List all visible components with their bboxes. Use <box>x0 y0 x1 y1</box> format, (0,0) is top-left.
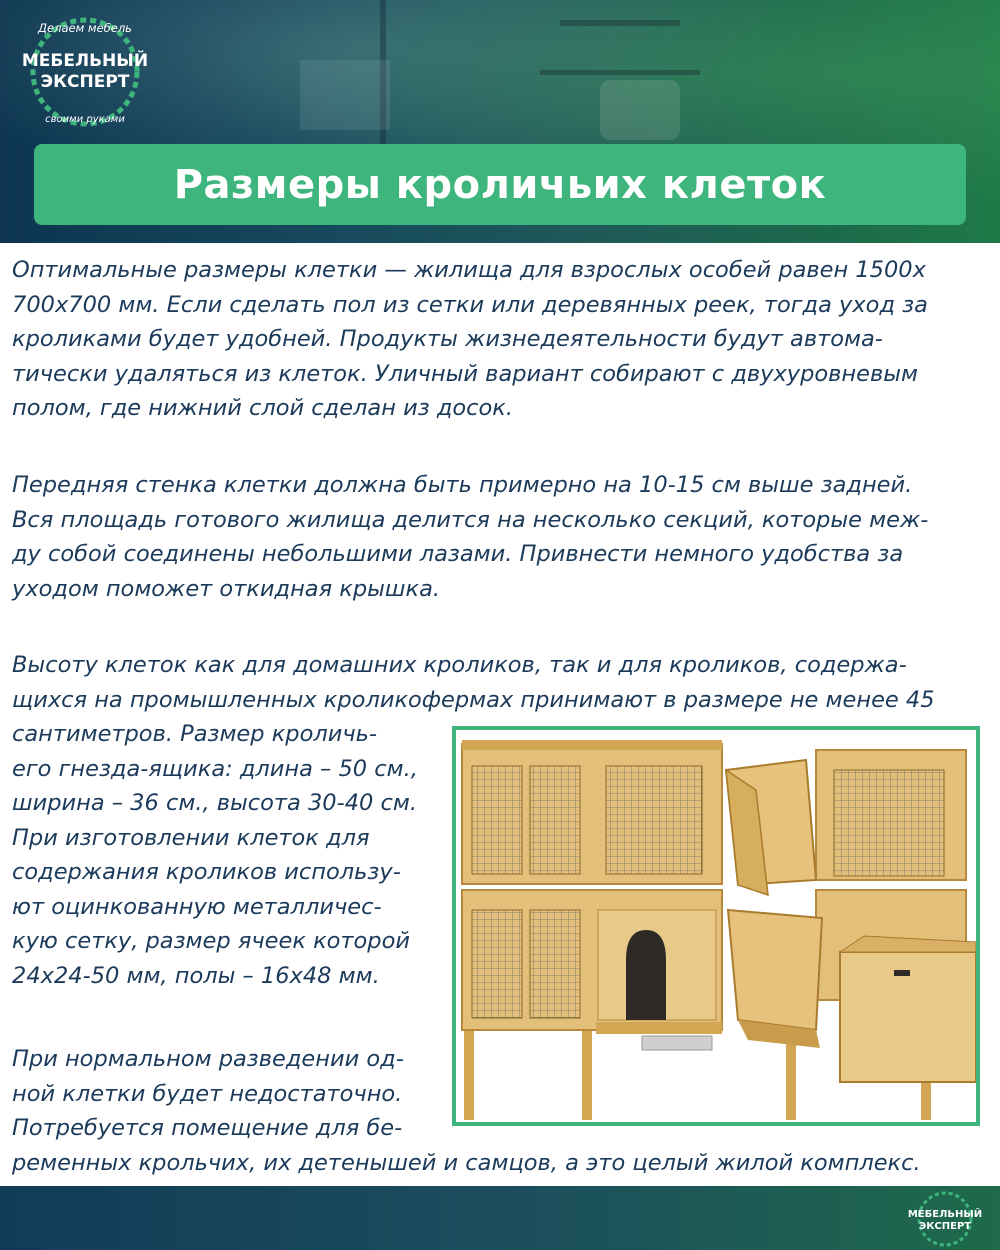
brand-name-line2: ЭКСПЕРТ <box>40 72 130 92</box>
footer-brand-line2: ЭКСПЕРТ <box>918 1221 972 1232</box>
rabbit-cage-image <box>452 726 980 1126</box>
footer-banner <box>0 1186 1000 1250</box>
paragraph-2 <box>12 468 928 606</box>
brand-name-line1: МЕБЕЛЬНЫЙ <box>21 51 149 71</box>
text-line: ной клетки будет недостаточно. <box>12 1080 403 1107</box>
text-line: 700х700 мм. Если сделать пол из сетки или деревянных реек, тогда уход за <box>12 291 928 318</box>
text-line: ширина – 36 см., высота 30-40 см. <box>12 790 417 816</box>
text-line: полом, где нижний слой сделан из досок. <box>12 395 514 421</box>
text-line: кую сетку, размер ячеек которой <box>12 928 410 954</box>
text-line: щихся на промышленных кроликофермах принимают в размере не менее 45 <box>12 686 935 713</box>
text-line: тически удаляться из клеток. Уличный вариант собирают с двухуровневым <box>12 360 918 387</box>
text-line: Высоту клеток как для домашних кроликов, так и для кроликов, содержа- <box>12 652 907 678</box>
text-line: При изготовлении клеток для <box>12 824 370 851</box>
brand-top-text: Делаем мебель <box>38 21 132 35</box>
text-line: Вся площадь готового жилища делится на несколько секций, которые меж- <box>12 506 929 533</box>
text-line: содержания кроликов использу- <box>12 859 401 885</box>
brand-bottom-text: своими руками <box>45 114 125 125</box>
header-banner <box>0 0 1000 243</box>
text-line: его гнезда-ящика: длина – 50 см., <box>12 755 418 782</box>
text-line: кроликами будет удобней. Продукты жизнедеятельности будут автома- <box>12 326 883 352</box>
text-line: ду собой соединены небольшими лазами. Привнести немного удобства за <box>12 541 904 567</box>
text-line: При нормальном разведении од- <box>12 1046 404 1072</box>
footer-logo[interactable] <box>902 1188 988 1248</box>
text-line: уходом поможет откидная крышка. <box>12 575 441 602</box>
text-line: сантиметров. Размер кроличь- <box>12 721 378 747</box>
footer-brand-line1: МЕБЕЛЬНЫЙ <box>907 1209 983 1220</box>
page-title: Размеры кроличьих клеток <box>173 161 827 208</box>
text-line: Потребуется помещение для бе- <box>12 1115 403 1141</box>
brand-logo[interactable] <box>14 8 156 134</box>
text-line: ют оцинкованную металличес- <box>12 893 382 920</box>
title-bar <box>34 144 966 225</box>
text-line: Оптимальные размеры клетки — жилища для взрослых особей равен 1500х <box>12 257 926 283</box>
text-line: 24х24-50 мм, полы – 16х48 мм. <box>12 962 380 989</box>
paragraph-1 <box>12 253 928 426</box>
text-line: ременных крольчих, их детенышей и самцов, а это целый жилой комплекс. <box>12 1149 921 1176</box>
text-line: Передняя стенка клетки должна быть примерно на 10-15 см выше задней. <box>12 472 913 498</box>
